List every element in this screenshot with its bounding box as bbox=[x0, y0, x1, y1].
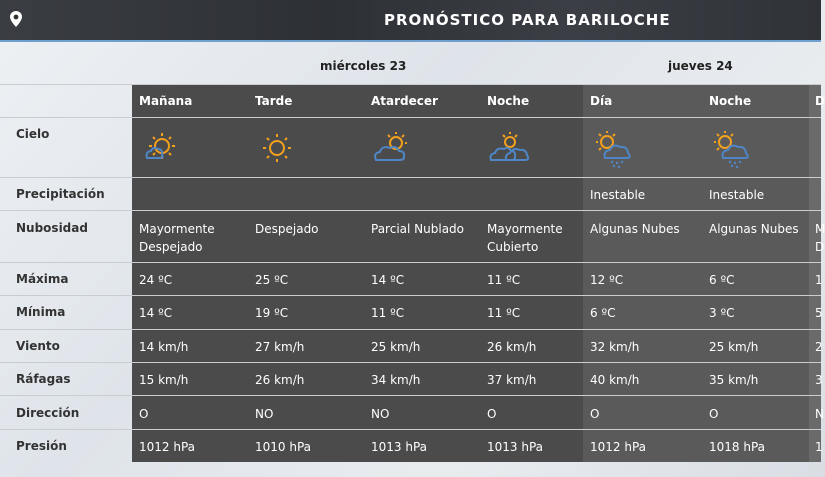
wind-value: 25 km/h bbox=[371, 340, 421, 354]
row-label-precipitation: Precipitación bbox=[16, 187, 105, 201]
wind-value: 25 km/h bbox=[709, 340, 759, 354]
gusts-value-partial: 3 bbox=[815, 373, 823, 387]
gusts-value: 34 km/h bbox=[371, 373, 421, 387]
max-value: 6 ºC bbox=[709, 273, 735, 287]
row-label-wind: Viento bbox=[16, 339, 60, 353]
mostly-cloudy-icon bbox=[488, 130, 532, 166]
max-value-partial: 1 bbox=[815, 273, 823, 287]
pressure-value: 1013 hPa bbox=[371, 440, 428, 454]
map-pin-icon[interactable] bbox=[10, 11, 22, 27]
row-divider bbox=[0, 362, 821, 363]
clouds-value: Algunas Nubes bbox=[709, 222, 799, 236]
gusts-value: 35 km/h bbox=[709, 373, 759, 387]
row-divider bbox=[0, 210, 821, 211]
period-header: Mañana bbox=[139, 94, 193, 108]
day-header-thursday: jueves 24 bbox=[668, 59, 733, 73]
row-label-cloudiness: Nubosidad bbox=[16, 221, 88, 235]
day-header-wednesday: miércoles 23 bbox=[320, 59, 407, 73]
row-divider bbox=[0, 262, 821, 263]
gusts-value: 40 km/h bbox=[590, 373, 640, 387]
pressure-value: 1018 hPa bbox=[709, 440, 766, 454]
wind-value-partial: 2 bbox=[815, 340, 823, 354]
row-divider bbox=[0, 295, 821, 296]
wind-value: 27 km/h bbox=[255, 340, 305, 354]
wind-value: 32 km/h bbox=[590, 340, 640, 354]
gusts-value: 37 km/h bbox=[487, 373, 537, 387]
clouds-value: Algunas Nubes bbox=[590, 222, 680, 236]
min-value: 11 ºC bbox=[487, 306, 521, 320]
max-value: 24 ºC bbox=[139, 273, 173, 287]
pressure-value: 1012 hPa bbox=[139, 440, 196, 454]
wind-value: 14 km/h bbox=[139, 340, 189, 354]
sun-behind-cloud-icon bbox=[372, 130, 412, 166]
clouds-value-partial: M D bbox=[815, 222, 825, 254]
row-divider bbox=[0, 117, 821, 118]
row-divider bbox=[0, 395, 821, 396]
min-value: 3 ºC bbox=[709, 306, 735, 320]
direction-value: O bbox=[590, 407, 600, 421]
direction-value: O bbox=[487, 407, 497, 421]
period-header: Día bbox=[590, 94, 613, 108]
clouds-value: Mayormente Cubierto bbox=[487, 222, 563, 254]
direction-value: NO bbox=[371, 407, 390, 421]
min-value-partial: 5 bbox=[815, 306, 823, 320]
direction-value: NO bbox=[255, 407, 274, 421]
clouds-value: Mayormente Despejado bbox=[139, 222, 215, 254]
min-value: 14 ºC bbox=[139, 306, 173, 320]
row-divider bbox=[0, 177, 821, 178]
min-value: 6 ºC bbox=[590, 306, 616, 320]
gusts-value: 15 km/h bbox=[139, 373, 189, 387]
row-label-pressure: Presión bbox=[16, 439, 67, 453]
row-divider bbox=[0, 429, 821, 430]
row-label-min: Mínima bbox=[16, 305, 66, 319]
partly-sunny-icon bbox=[141, 130, 181, 166]
row-label-direction: Dirección bbox=[16, 406, 80, 420]
min-value: 19 ºC bbox=[255, 306, 289, 320]
page-title: PRONÓSTICO PARA BARILOCHE bbox=[384, 11, 671, 29]
period-header: Noche bbox=[709, 94, 752, 108]
period-header: Atardecer bbox=[371, 94, 438, 108]
clouds-value: Parcial Nublado bbox=[371, 222, 464, 236]
wind-value: 26 km/h bbox=[487, 340, 537, 354]
sun-rain-cloud-icon bbox=[711, 130, 751, 170]
period-header-partial: D bbox=[815, 94, 825, 108]
max-value: 14 ºC bbox=[371, 273, 405, 287]
pressure-value: 1013 hPa bbox=[487, 440, 544, 454]
sun-rain-cloud-icon bbox=[593, 130, 633, 170]
clouds-value: Despejado bbox=[255, 222, 319, 236]
direction-value-partial: N bbox=[815, 407, 824, 421]
row-label-gusts: Ráfagas bbox=[16, 372, 71, 386]
precipitation-value: Inestable bbox=[590, 188, 646, 202]
direction-value: O bbox=[139, 407, 149, 421]
max-value: 11 ºC bbox=[487, 273, 521, 287]
pressure-value-partial: 1 bbox=[815, 440, 823, 454]
row-label-max: Máxima bbox=[16, 272, 69, 286]
row-label-sky: Cielo bbox=[16, 127, 50, 141]
row-divider bbox=[0, 84, 821, 85]
top-bar bbox=[0, 0, 821, 42]
sun-icon bbox=[259, 130, 299, 166]
period-header: Tarde bbox=[255, 94, 293, 108]
period-header: Noche bbox=[487, 94, 530, 108]
precipitation-value: Inestable bbox=[709, 188, 765, 202]
max-value: 25 ºC bbox=[255, 273, 289, 287]
pressure-value: 1010 hPa bbox=[255, 440, 312, 454]
direction-value: O bbox=[709, 407, 719, 421]
pressure-value: 1012 hPa bbox=[590, 440, 647, 454]
row-divider bbox=[0, 329, 821, 330]
max-value: 12 ºC bbox=[590, 273, 624, 287]
min-value: 11 ºC bbox=[371, 306, 405, 320]
gusts-value: 26 km/h bbox=[255, 373, 305, 387]
